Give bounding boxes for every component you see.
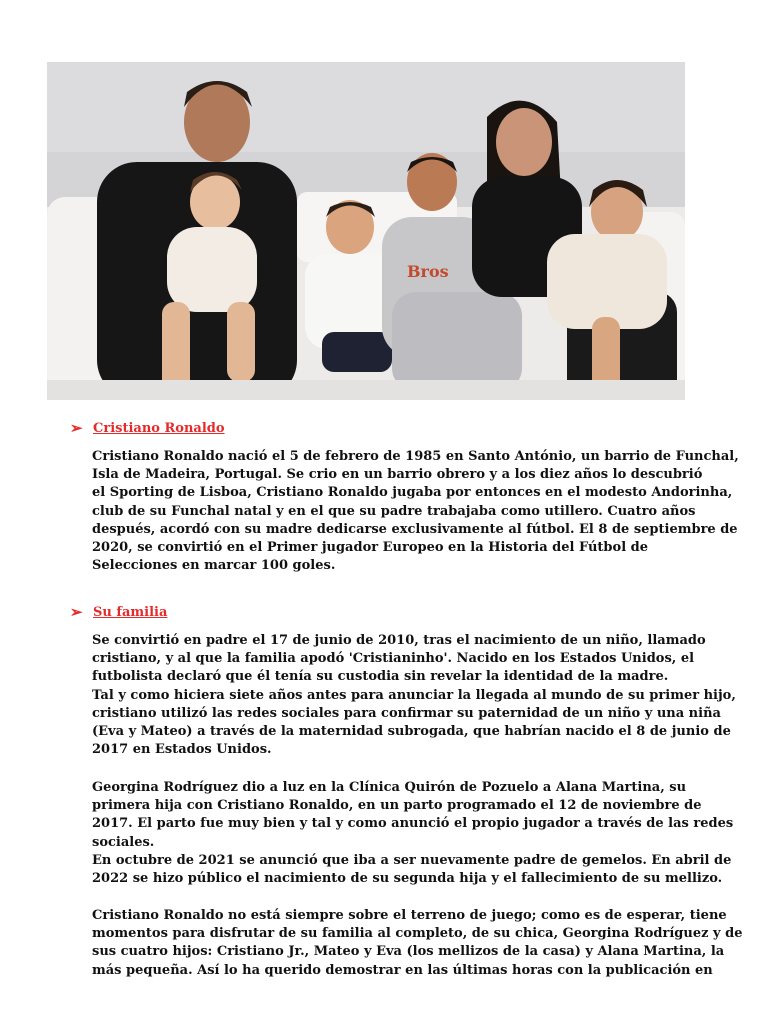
text-line: después, acordó con su madre dedicarse exclusivamente al fútbol. El 8 de septiembre de bbox=[92, 521, 738, 537]
text-line: Tal y como hiciera siete años antes para anunciar la llegada al mundo de su primer hijo, bbox=[92, 687, 736, 703]
text-line: 2020, se convirtió en el Primer jugador Europeo en la Historia del Fútbol de bbox=[92, 540, 649, 556]
text-line: sociales. bbox=[92, 834, 155, 850]
text-line: Cristiano Ronaldo nació el 5 de febrero de 1985 en Santo António, un barrio de Funchal, bbox=[92, 449, 739, 464]
text-line: Isla de Madeira, Portugal. Se crio en un barrio obrero y a los diez años lo descubrió bbox=[92, 467, 703, 483]
text-line: Se convirtió en padre el 17 de junio de 2010, tras el nacimiento de un niño, llamado bbox=[92, 633, 706, 648]
text-line: Cristiano Ronaldo no está siempre sobre el terreno de juego; como es de esperar, tiene bbox=[92, 908, 727, 923]
section-title: Su familia bbox=[93, 605, 168, 620]
text-line: 2017. El parto fue muy bien y tal y como anunció el propio jugador a través de las redes bbox=[92, 816, 734, 832]
text-line: el Sporting de Lisboa, Cristiano Ronaldo jugaba por entonces en el modesto Andorinha, bbox=[92, 485, 733, 501]
text-line: Georgina Rodríguez dio a luz en la Clínica Quirón de Pozuelo a Alana Martina, su bbox=[92, 780, 687, 795]
text-line: primera hija con Cristiano Ronaldo, en un parto programado el 12 de noviembre de bbox=[92, 798, 702, 814]
arrow-bullet-icon: ➢ bbox=[70, 603, 83, 621]
text-line: club de su Funchal natal y en el que su padre trabajaba como utillero. Cuatro años bbox=[92, 503, 696, 519]
text-line: momentos para disfrutar de su familia al completo, de su chica, Georgina Rodríguez y de bbox=[92, 926, 743, 942]
family-paragraph-1 bbox=[92, 632, 736, 759]
text-line: sus cuatro hijos: Cristiano Jr., Mateo y Eva (los mellizos de la casa) y Alana Martina, la bbox=[92, 944, 725, 960]
biography-paragraph bbox=[92, 448, 739, 575]
text-line: cristiano, y al que la familia apodó 'Cristianinho'. Nacido en los Estados Unidos, el bbox=[92, 651, 695, 667]
text-line: cristiano utilizó las redes sociales para confirmar su paternidad de un niño y una niña bbox=[92, 705, 721, 721]
text-line: En octubre de 2021 se anunció que iba a ser nuevamente padre de gemelos. En abril de bbox=[92, 852, 732, 868]
text-line: 2017 en Estados Unidos. bbox=[92, 742, 272, 758]
text-line: futbolista declaró que él tenía su custodia sin revelar la identidad de la madre. bbox=[92, 669, 669, 685]
text-line: Selecciones en marcar 100 goles. bbox=[92, 558, 336, 574]
family-photo bbox=[47, 62, 685, 400]
family-paragraph-3 bbox=[92, 907, 743, 980]
text-line: 2022 se hizo público el nacimiento de su segunda hija y el fallecimiento de su mellizo. bbox=[92, 871, 723, 887]
section-title: Cristiano Ronaldo bbox=[93, 421, 225, 436]
section-heading-cristiano-ronaldo bbox=[70, 421, 225, 436]
family-paragraph-2 bbox=[92, 779, 734, 888]
shirt-text: Bros bbox=[407, 262, 449, 281]
text-line: (Eva y Mateo) a través de la maternidad subrogada, que habrían nacido el 8 de junio de bbox=[92, 724, 731, 740]
arrow-bullet-icon: ➢ bbox=[70, 419, 83, 437]
section-heading-su-familia bbox=[70, 605, 167, 620]
text-line: más pequeña. Así lo ha querido demostrar en las últimas horas con la publicación en bbox=[92, 962, 713, 978]
